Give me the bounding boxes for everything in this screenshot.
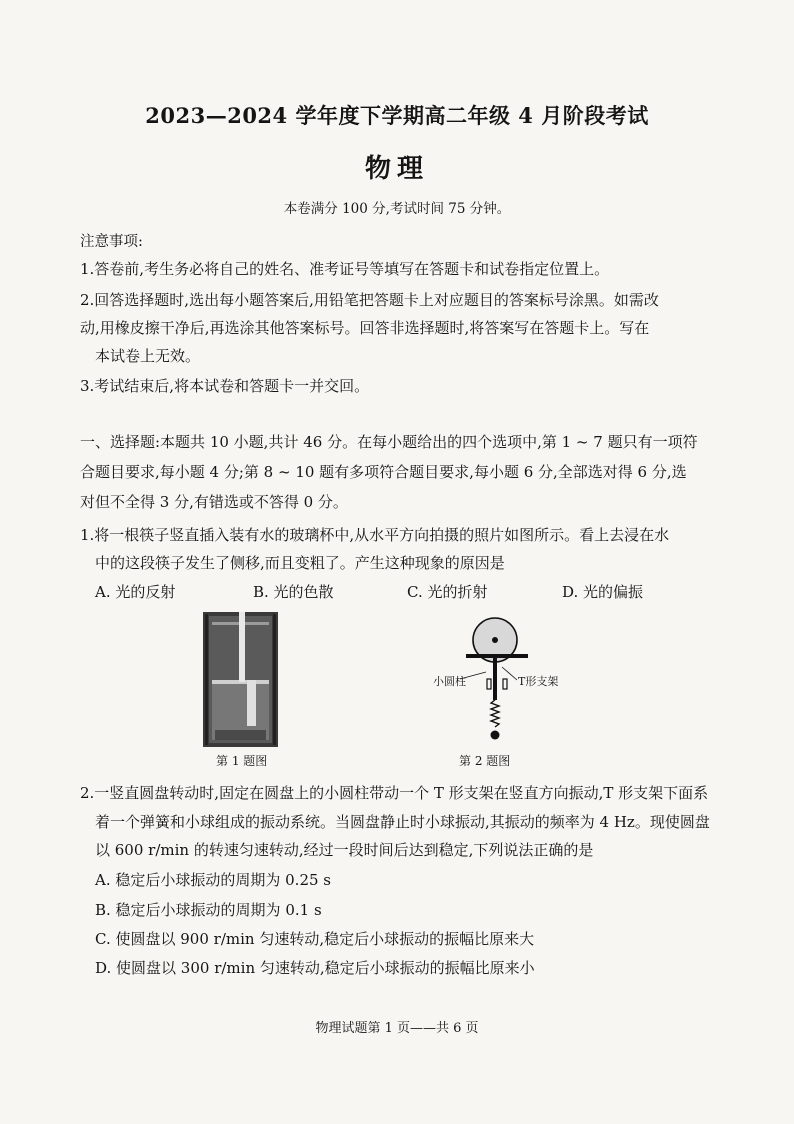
notice-item: 动,用橡皮擦干净后,再选涂其他答案标号。回答非选择题时,将答案写在答题卡上。写在 [80,319,650,337]
question-2-option-d: D. 使圆盘以 300 r/min 匀速转动,稳定后小球振动的振幅比原来小 [95,959,535,977]
exam-note: 本卷满分 100 分,考试时间 75 分钟。 [283,201,511,217]
small-cylinder-label: 小圆柱 [433,675,466,688]
question-2-option-b: B. 稳定后小球振动的周期为 0.1 s [95,901,322,919]
section-instruction: 一、选择题:本题共 10 小题,共计 46 分。在每小题给出的四个选项中,第 1 ~ 7 题只有一项符 [80,433,698,451]
question-2-option-c: C. 使圆盘以 900 r/min 匀速转动,稳定后小球振动的振幅比原来大 [95,930,535,948]
notice-item: 1.答卷前,考生务必将自己的姓名、准考证号等填写在答题卡和试卷指定位置上。 [80,260,610,278]
figure-2-caption: 第 2 题图 [459,754,511,768]
question-2-text: 着一个弹簧和小球组成的振动系统。当圆盘静止时小球振动,其振动的频率为 4 Hz。现使圆盘 [95,813,710,831]
t-bracket-label: T形支架 [518,675,559,688]
exam-title: 2023—2024 学年度下学期高二年级 4 月阶段考试 [145,103,649,128]
glass-chopstick-photo [203,612,278,747]
question-1-option-a: A. 光的反射 [95,583,176,601]
question-2-option-a: A. 稳定后小球振动的周期为 0.25 s [95,871,332,889]
notice-item: 3.考试结束后,将本试卷和答题卡一并交回。 [80,377,370,395]
question-1-text: 1.将一根筷子竖直插入装有水的玻璃杯中,从水平方向拍摄的照片如图所示。看上去浸在水 [80,526,670,544]
notice-heading: 注意事项: [80,234,143,250]
page-footer: 物理试题第 1 页——共 6 页 [315,1021,479,1036]
section-instruction: 对但不全得 3 分,有错选或不答得 0 分。 [80,493,348,511]
question-1-option-c: C. 光的折射 [407,583,488,601]
figure-1-caption: 第 1 题图 [216,754,268,768]
notice-item: 2.回答选择题时,选出每小题答案后,用铅笔把答题卡上对应题目的答案标号涂黑。如需改 [80,291,659,309]
question-1-text: 中的这段筷子发生了侧移,而且变粗了。产生这种现象的原因是 [95,554,505,572]
section-instruction: 合题目要求,每小题 4 分;第 8 ~ 10 题有多项符合题目要求,每小题 6 分,全部选对得 6 分,选 [80,463,687,481]
notice-item: 本试卷上无效。 [95,347,201,365]
question-2-text: 2.一竖直圆盘转动时,固定在圆盘上的小圆柱带动一个 T 形支架在竖直方向振动,T 形支架下面系 [80,784,709,802]
question-2-text: 以 600 r/min 的转速匀速转动,经过一段时间后达到稳定,下列说法正确的是 [95,841,594,859]
question-1-option-b: B. 光的色散 [253,583,334,601]
question-1-option-d: D. 光的偏振 [562,583,644,601]
subject-title: 物理 [364,154,429,184]
